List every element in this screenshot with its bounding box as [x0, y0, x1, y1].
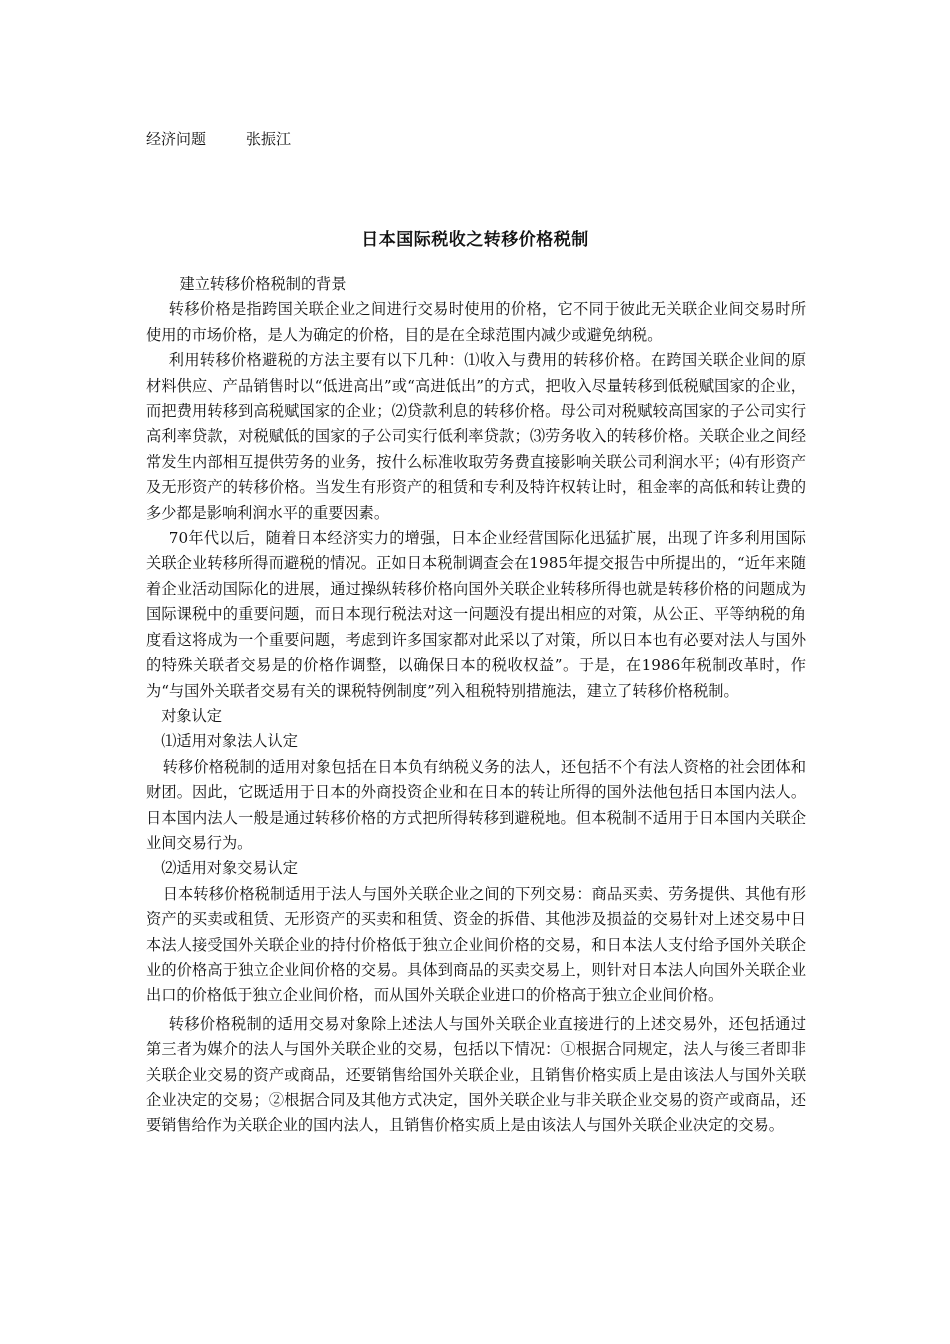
- article-body: [146, 272, 806, 1139]
- paragraph-transactions: 日本转移价格税制适用于法人与国外关联企业之间的下列交易：商品买卖、劳务提供、其他有形资产的买卖或租赁、无形资产的买卖和租赁、资金的拆借、其他涉及损益的交易针对上述交易中日本法人接受国外关联企业的持付价格低于独立企业间价格的交易，和日本法人支付给予国外关联企业的价格高于独立企业间价格的交易。具体到商品的买卖交易上，则针对日本法人向国外关联企业出口的价格低于独立企业间价格，而从国外关联企业进口的价格高于独立企业间价格。: [146, 884, 806, 1005]
- object-heading: 对象认定: [161, 706, 222, 725]
- paragraph-methods: 利用转移价格避税的方法主要有以下几种：⑴收入与费用的转移价格。在跨国关联企业间的原材料供应、产品销售时以“低进高出”或“高进低出”的方式，把收入尽量转移到低税赋国家的企业，而把费用转移到高税赋国家的企业；⑵贷款利息的转移价格。母公司对税赋较高国家的子公司实行高利率贷款，对税赋低的国家的子公司实行低利率贷款；⑶劳务收入的转移价格。关联企业之间经常发生内部相互提供劳务的业务，按什么标准收取劳务费直接影响关联公司利润水平；⑷有形资产及无形资产的转移价格。当发生有形资产的租赁和专利及特许权转让时，租金率的高低和转让费的多少都是影响利润水平的重要因素。: [146, 351, 806, 522]
- document-header: [146, 127, 291, 151]
- background-heading: 建立转移价格税制的背景: [179, 275, 347, 293]
- paragraph-history: 70年代以后，随着日本经济实力的增强，日本企业经营国际化迅猛扩展，出现了许多利用国际关联企业转移所得而避税的情况。正如日本税制调查会在1985年提交报告中所提出的，“近年来随着企业活动国际化的进展，通过操纵转移价格向国外关联企业转移所得也就是转移价格的问题成为国际课税中的重要问题，而日本现行税法对这一问题没有提出相应的对策，从公正、平等纳税的角度看这将成为一个重要问题，考虑到许多国家都对此采以了对策，所以日本也有必要对法人与国外的特殊关联者交易是的价格作调整，以确保日本的税收权益”。于是，在1986年税制改革时，作为“与国外关联者交易有关的课税特例制度”列入租税特别措施法，建立了转移价格税制。: [146, 529, 806, 700]
- source-label: 经济问题: [146, 130, 207, 148]
- article-title: 日本国际税收之转移价格税制: [361, 230, 589, 250]
- paragraph-definition: 转移价格是指跨国关联企业之间进行交易时使用的价格，它不同于彼此无关联企业间交易时所使用的市场价格，是人为确定的价格，目的是在全球范围内减少或避免纳税。: [146, 300, 806, 344]
- subsection-heading-transactions: ⑵适用对象交易认定: [161, 859, 298, 878]
- author-name: 张振江: [246, 130, 292, 148]
- paragraph-corporations: 转移价格税制的适用对象包括在日本负有纳税义务的法人，还包括不个有法人资格的社会团体和财团。因此，它既适用于日本的外商投资企业和在日本的转让所得的国外法他包括日本国内法人。日本国内法人一般是通过转移价格的方式把所得转移到避税地。但本税制不适用于日本国内关联企业间交易行为。: [146, 757, 806, 852]
- paragraph-third-party: 转移价格税制的适用交易对象除上述法人与国外关联企业直接进行的上述交易外，还包括通过第三者为媒介的法人与国外关联企业的交易，包括以下情况：①根据合同规定，法人与後三者即非关联企业交易的资产或商品，还要销售给国外关联企业，且销售价格实质上是由该法人与国外关联企业决定的交易；②根据合同及其他方式决定，国外关联企业与非关联企业交易的资产或商品，还要销售给作为关联企业的国内法人，且销售价格实质上是由该法人与国外关联企业决定的交易。: [146, 1014, 806, 1135]
- subsection-heading-corporations: ⑴适用对象法人认定: [161, 732, 298, 751]
